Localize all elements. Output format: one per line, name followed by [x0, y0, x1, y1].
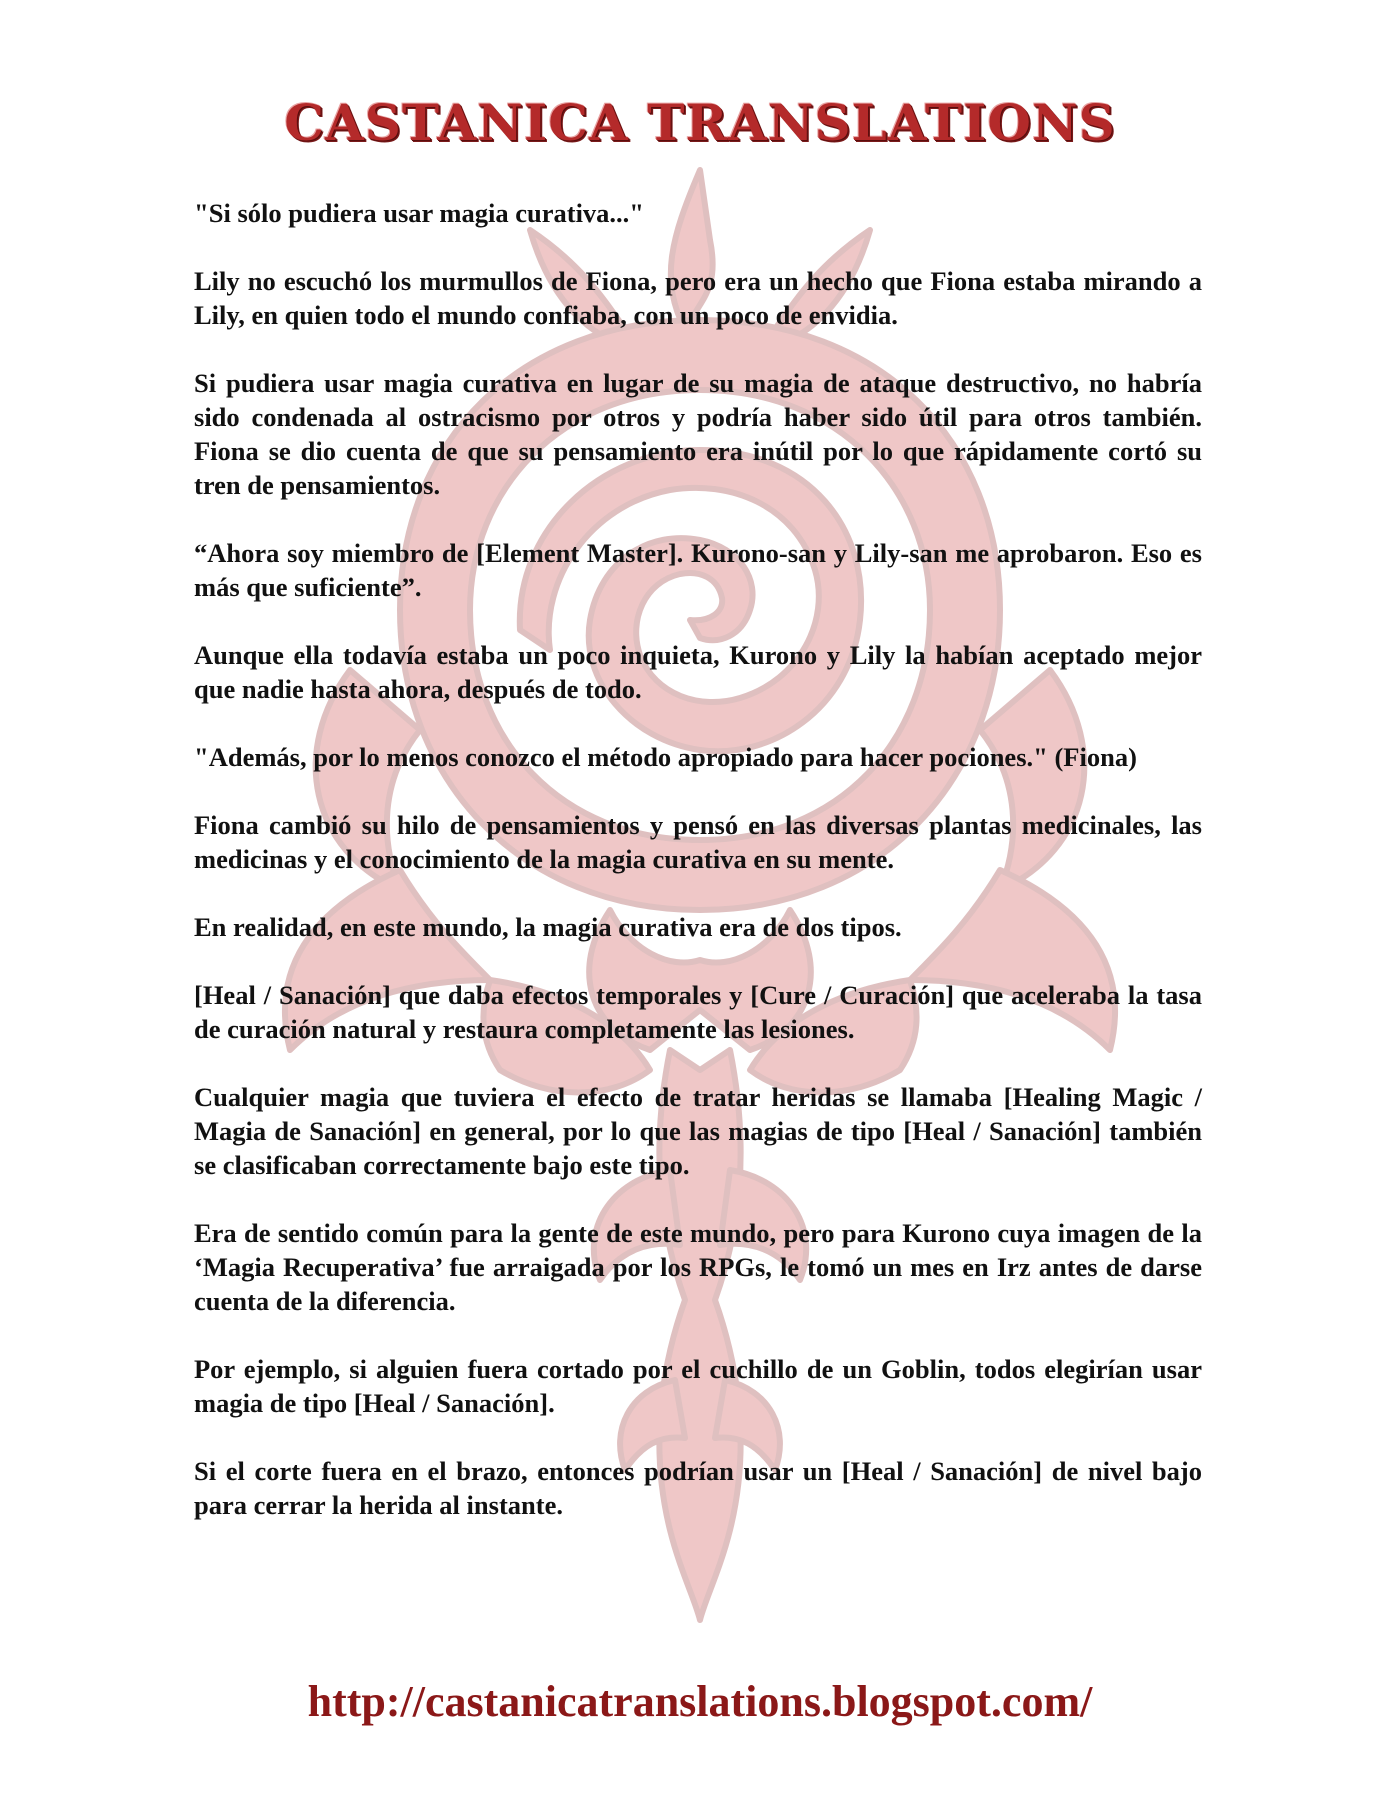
paragraph: Cualquier magia que tuviera el efecto de tratar heridas se llamaba [Healing Magic / Magia de Sanación] en general, por lo que las magias de tipo [Heal / Sanación] también se clasificaban correctamente bajo este tipo.: [194, 1082, 1202, 1180]
paragraph: Fiona cambió su hilo de pensamientos y pensó en las diversas plantas medicinales, las medicinas y el conocimiento de la magia curativa en su mente.: [194, 810, 1202, 874]
paragraph: Lily no escuchó los murmullos de Fiona, pero era un hecho que Fiona estaba mirando a Lily, en quien todo el mundo confiaba, con un poco de envidia.: [194, 266, 1202, 330]
paragraph: "Además, por lo menos conozco el método apropiado para hacer pociones." (Fiona): [194, 742, 1137, 772]
paragraph: [Heal / Sanación] que daba efectos temporales y [Cure / Curación] que aceleraba la tasa de curación natural y restaura completamente las lesiones.: [194, 980, 1202, 1044]
paragraph: Era de sentido común para la gente de este mundo, pero para Kurono cuya imagen de la ‘Magia Recuperativa’ fue arraigada por los RPGs, le tomó un mes en Irz antes de darse cuenta de la diferencia.: [194, 1218, 1202, 1316]
paragraph: Por ejemplo, si alguien fuera cortado por el cuchillo de un Goblin, todos elegirían usar magia de tipo [Heal / Sanación].: [194, 1354, 1202, 1418]
paragraph: Si pudiera usar magia curativa en lugar de su magia de ataque destructivo, no habría sido condenada al ostracismo por otros y podría haber sido útil para otros también. Fiona se dio cuenta de que su pensamiento era inútil por lo que rápidamente cortó su tren de pensamientos.: [194, 368, 1202, 500]
body-text: [194, 196, 1202, 1556]
paragraph: Aunque ella todavía estaba un poco inquieta, Kurono y Lily la habían aceptado mejor que nadie hasta ahora, después de todo.: [194, 640, 1202, 704]
paragraph: En realidad, en este mundo, la magia curativa era de dos tipos.: [194, 912, 902, 942]
page-header-title: CASTANICA TRANSLATIONS: [284, 93, 1116, 152]
paragraph: "Si sólo pudiera usar magia curativa...": [194, 198, 645, 228]
paragraph: Si el corte fuera en el brazo, entonces podrían usar un [Heal / Sanación] de nivel bajo para cerrar la herida al instante.: [194, 1456, 1202, 1520]
footer-url-link[interactable]: http://castanicatranslations.blogspot.com/: [307, 1677, 1093, 1726]
paragraph: “Ahora soy miembro de [Element Master]. Kurono-san y Lily-san me aprobaron. Eso es más que suficiente”.: [194, 538, 1202, 602]
